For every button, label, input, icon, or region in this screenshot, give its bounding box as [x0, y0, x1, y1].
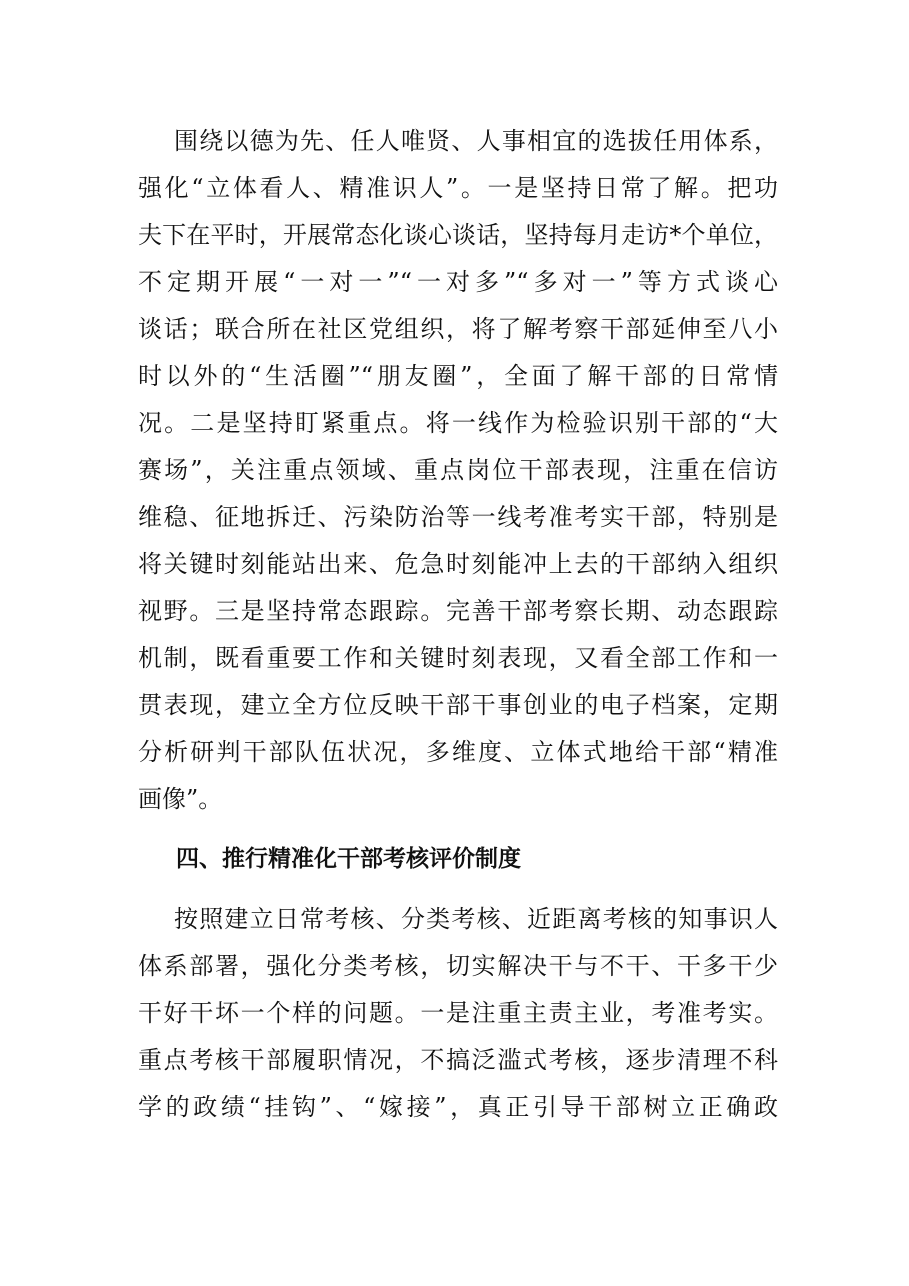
text-line: 不定期开展“一对一”“一对多”“多对一”等方式谈心 — [138, 268, 778, 296]
text-line: 机制，既看重要工作和关键时刻表现，又看全部工作和一 — [138, 644, 778, 672]
text-line: 将关键时刻能站出来、危急时刻能冲上去的干部纳入组织 — [138, 550, 778, 578]
text-line: 视野。三是坚持常态跟踪。完善干部考察长期、动态跟踪 — [138, 597, 778, 625]
text-line: 贯表现，建立全方位反映干部干事创业的电子档案，定期 — [138, 691, 778, 719]
text-line: 干好干坏一个样的问题。一是注重主责主业，考准考实。 — [138, 999, 778, 1027]
text-line: 谈话；联合所在社区党组织，将了解考察干部延伸至八小 — [138, 315, 778, 343]
text-line: 分析研判干部队伍状况，多维度、立体式地给干部“精准 — [138, 738, 778, 766]
text-line: 按照建立日常考核、分类考核、近距离考核的知事识人 — [174, 905, 778, 933]
text-line: 强化“立体看人、精准识人”。一是坚持日常了解。把功 — [138, 174, 778, 202]
text-line: 体系部署，强化分类考核，切实解决干与不干、干多干少 — [138, 952, 778, 980]
text-line: 维稳、征地拆迁、污染防治等一线考准考实干部，特别是 — [138, 503, 778, 531]
text-line: 况。二是坚持盯紧重点。将一线作为检验识别干部的“大 — [138, 409, 778, 437]
text-line: 夫下在平时，开展常态化谈心谈话，坚持每月走访*个单位， — [138, 221, 778, 249]
paragraph-1 — [138, 118, 778, 823]
text-line: 学的政绩“挂钩”、“嫁接”，真正引导干部树立正确政 — [138, 1093, 778, 1121]
text-line: 围绕以德为先、任人唯贤、人事相宜的选拔任用体系， — [174, 127, 778, 155]
text-line: 时以外的“生活圈”“朋友圈”，全面了解干部的日常情 — [138, 362, 778, 390]
text-line: 画像”。 — [138, 785, 223, 813]
text-line: 赛场”，关注重点领域、重点岗位干部表现，注重在信访 — [138, 456, 778, 484]
text-line: 重点考核干部履职情况，不搞泛滥式考核，逐步清理不科 — [138, 1046, 778, 1074]
document-body — [138, 118, 778, 1131]
paragraph-2 — [138, 896, 778, 1131]
section-heading: 四、推行精准化干部考核评价制度 — [176, 846, 521, 872]
